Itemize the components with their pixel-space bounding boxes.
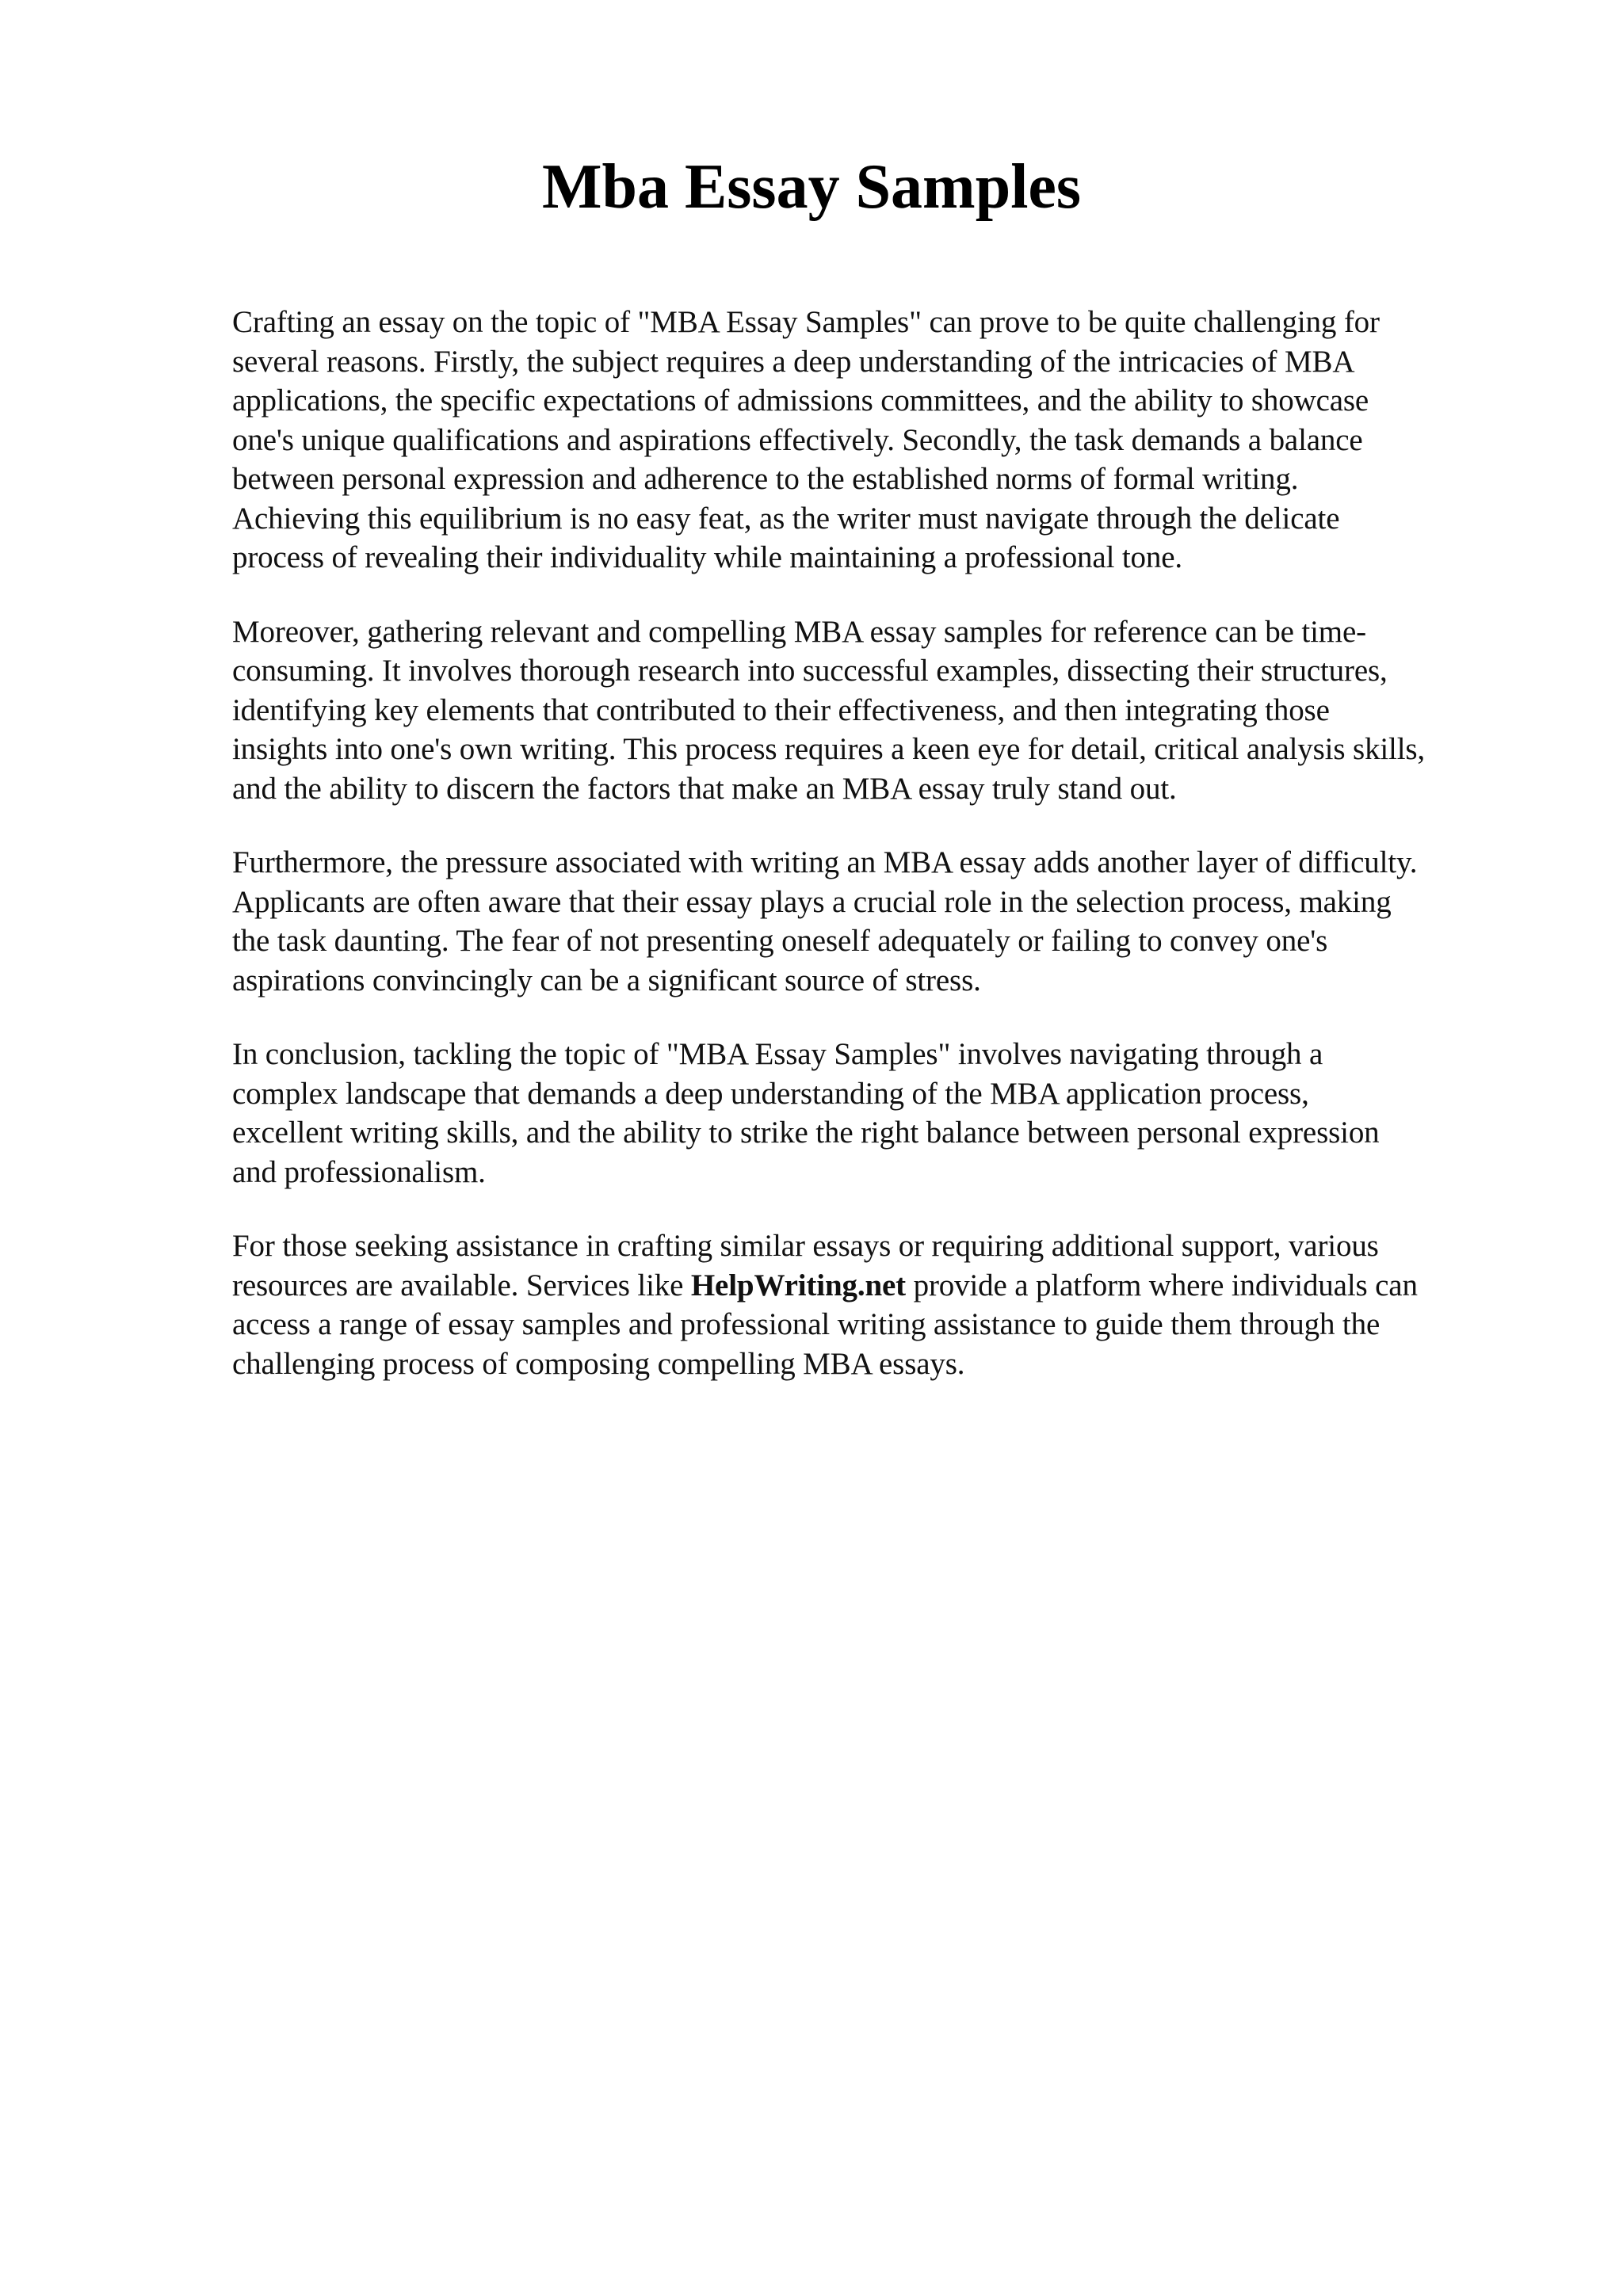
paragraph-3-line-2: Applicants are often aware that their essay plays a crucial role in the selection process, making bbox=[232, 884, 1392, 919]
paragraph-1-line-1: Crafting an essay on the topic of "MBA Essay Samples" can prove to be quite challenging for bbox=[232, 305, 1380, 339]
paragraph-1-line-3: applications, the specific expectations of admissions committees, and the ability to showcase bbox=[232, 383, 1369, 418]
document-title: Mba Essay Samples bbox=[541, 152, 1082, 222]
paragraph-5 bbox=[232, 1226, 1532, 1383]
paragraph-1-line-5: between personal expression and adherence to the established norms of formal writing. bbox=[232, 462, 1299, 496]
paragraph-2-line-3: identifying key elements that contributed to their effectiveness, and then integrating those bbox=[232, 692, 1330, 727]
paragraph-2-line-4: insights into one's own writing. This process requires a keen eye for detail, critical analysis skills, bbox=[232, 732, 1426, 766]
paragraph-2 bbox=[232, 612, 1532, 809]
paragraph-3-line-1: Furthermore, the pressure associated with writing an MBA essay adds another layer of difficulty. bbox=[232, 845, 1418, 879]
paragraph-3 bbox=[232, 843, 1532, 1000]
paragraph-5-line-2 bbox=[232, 1266, 1532, 1306]
paragraph-5-line-2-before: resources are available. Services like bbox=[232, 1268, 691, 1302]
document-body bbox=[232, 303, 1532, 1418]
paragraph-1-line-4: one's unique qualifications and aspirations effectively. Secondly, the task demands a balance bbox=[232, 422, 1363, 457]
paragraph-2-line-5: and the ability to discern the factors that make an MBA essay truly stand out. bbox=[232, 771, 1177, 806]
paragraph-5-line-3: access a range of essay samples and professional writing assistance to guide them through the bbox=[232, 1307, 1381, 1341]
paragraph-3-line-3: the task daunting. The fear of not presenting oneself adequately or failing to convey one's bbox=[232, 924, 1328, 958]
paragraph-4-line-3: excellent writing skills, and the ability to strike the right balance between personal expression bbox=[232, 1116, 1380, 1150]
paragraph-2-line-1: Moreover, gathering relevant and compelling MBA essay samples for reference can be time- bbox=[232, 614, 1366, 649]
paragraph-1-line-6: Achieving this equilibrium is no easy feat, as the writer must navigate through the delicate bbox=[232, 501, 1340, 536]
paragraph-3-line-4: aspirations convincingly can be a significant source of stress. bbox=[232, 963, 981, 997]
paragraph-4-line-4: and professionalism. bbox=[232, 1154, 486, 1189]
paragraph-5-line-4: challenging process of composing compelling MBA essays. bbox=[232, 1346, 965, 1381]
helpwriting-link[interactable]: HelpWriting.net bbox=[690, 1268, 906, 1302]
paragraph-1-line-7: process of revealing their individuality while maintaining a professional tone. bbox=[232, 540, 1182, 574]
paragraph-1 bbox=[232, 303, 1532, 578]
paragraph-5-line-1: For those seeking assistance in crafting similar essays or requiring additional support, various bbox=[232, 1229, 1379, 1263]
paragraph-4-line-1: In conclusion, tackling the topic of "MBA Essay Samples" involves navigating through a bbox=[232, 1037, 1323, 1071]
paragraph-1-line-2: several reasons. Firstly, the subject requires a deep understanding of the intricacies of MBA bbox=[232, 344, 1355, 379]
paragraph-5-line-2-after: provide a platform where individuals can bbox=[906, 1268, 1418, 1302]
paragraph-4-line-2: complex landscape that demands a deep understanding of the MBA application process, bbox=[232, 1076, 1309, 1111]
paragraph-4 bbox=[232, 1035, 1532, 1192]
paragraph-2-line-2: consuming. It involves thorough research into successful examples, dissecting their structures, bbox=[232, 654, 1388, 688]
